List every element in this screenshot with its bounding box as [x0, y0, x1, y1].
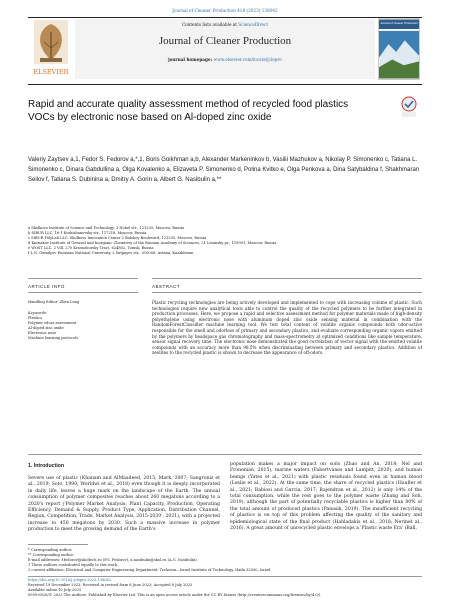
elsevier-logo: [30, 18, 72, 80]
footnote-rule: [28, 544, 88, 545]
article-info-panel: [28, 300, 138, 341]
sciencedirect-link[interactable]: ScienceDirect: [238, 22, 269, 27]
contents-prefix: Contents lists available at: [181, 22, 239, 27]
received-dates: Received 19 December 2022; Received in revised form 6 June 2023; Accepted 8 July 2023: [28, 583, 193, 587]
journal-reference[interactable]: Journal of Cleaner Production 418 (2023) 138042: [172, 8, 278, 13]
introduction-heading: 1. Introduction: [28, 463, 65, 469]
affiliation-c: c SIBUR PolyLab LLC, Skolkovo Innovation Center 2 Bolshoy Boulevard, 121205, Moscow, Russia: [28, 236, 207, 240]
article-title: Rapid and accurate quality assessment method of recycled food plastics VOCs by electronic nose based on Al-doped zinc oxide: [28, 99, 349, 123]
cover-title: Journal of Cleaner Production: [380, 20, 418, 25]
journal-cover-image[interactable]: [378, 18, 420, 80]
keyword-item: Al-doped zinc oxide: [28, 326, 64, 330]
affiliation-d: d Kurnakov Institute of General and Inorganic Chemistry of the Russian Academy of Sciences, 31 Leninsky pr., 119991, Moscow, Russia: [28, 241, 277, 245]
article-info-heading-rule: [28, 292, 138, 293]
footnote: * Corresponding author.: [28, 548, 73, 552]
footnotes: [28, 548, 422, 573]
keyword-item: Polymer odors assessment: [28, 321, 77, 325]
homepage-prefix: journal homepage:: [168, 57, 214, 62]
header-bottom-rule: [28, 84, 422, 85]
homepage-line: [75, 57, 375, 62]
article-info-heading: ARTICLE INFO: [28, 284, 65, 289]
keyword-item: Plastics: [28, 316, 43, 320]
abstract-body: Plastic recycling technologies are being actively developed and implemented to cope with increasing volume of plastic. Such technologies require new analytical tools able to control the quality of the recycled polymers to be further integrated in production processes. Here, we propose a rapid and selective assessment method for polymer materials made of high-density polyethylene using electronic nose with aluminum doped zinc oxide sensing material in combination with the RandomForestClassifier machine learning tool. We test total content of volatile organic compounds both odor-active responsible for the smell and odorless of primary and secondary plastics, and evaluate corresponding organic vapors emitted by the polymers by headspace gas chromatography and mass-spectrometry at optimized conditions like sample temperature, sensor signal recovery time. The electronic nose demonstrated the good correlation of vector signal with the emitted volatile compounds with an accuracy more than 98.5% when discriminating between primary and secondary plastics. Addition of zeolites to the recycled plastic is shown to decrease the appearance of off-odors.: [152, 300, 422, 356]
abstract-rule: [152, 278, 422, 279]
elsevier-wordmark: ELSEVIER: [33, 68, 69, 76]
homepage-link[interactable]: www.elsevier.com/locate/jclepro: [213, 57, 282, 62]
affiliation-e: e WOST LLC, 2 Vill. 270 Krasnoborsky Tract, 624802, Tomsk, Russia: [28, 246, 154, 250]
journal-header-box: [75, 19, 375, 79]
journal-title[interactable]: Journal of Cleaner Production: [158, 35, 292, 47]
handling-editor: Handling Editor: Zhen Leng: [28, 300, 80, 304]
keyword-item: Machine learning protocols: [28, 336, 79, 340]
keywords-label: Keywords:: [28, 311, 48, 315]
author-list: Valeriy Zaytsev a,1, Fedor S. Fedorov a,*,1, Boris Goikhman a,b, Alexander Markeninkov b, Vasilii Mazhukov a, Nikolay P. Simonenko c, Tatiana L. Simonenko c, Dinara Gabdullina a, Olga Kovalenko a, Elizaveta P. Simonenko d, Polina Kvitko e, Olga Penkova a, Dina Satybaldina f, Shakhmaran Seilov f, Tatiana S. Dubinina a, Dmitry A. Gorin a, Albert G. Nasibulin a,**: [28, 157, 420, 183]
footnote: 2 current affiliation: Electrical and Computer Engineering Department, Technion—Israel Institute of Technology, Haifa 32000, Israel.: [28, 568, 272, 572]
article-info-rule: [28, 278, 138, 279]
check-for-updates-icon[interactable]: [400, 96, 418, 118]
doi-link[interactable]: https://doi.org/10.1016/j.jclepro.2023.138042: [28, 578, 112, 582]
abstract-heading-rule: [152, 292, 422, 293]
doi-rule: [28, 576, 422, 577]
abstract-heading: ABSTRACT: [152, 284, 181, 289]
abstract-bottom-rule: [28, 454, 422, 455]
contents-line: [75, 22, 375, 27]
license-text[interactable]: 0959-6526/© 2023 The Authors. Published by Elsevier Ltd. This is an open access article under the CC BY license (http://creativecommons.org/licenses/by/4.0/).: [28, 593, 322, 597]
keyword-item: Electronic nose: [28, 331, 57, 335]
footnote: ** Corresponding author.: [28, 553, 74, 557]
introduction-column-1: Severe use of plastic (Khanam and AlMaadeed, 2015; Mark, 2007; Sangroniz et al., 2019; Soto, 1990; Worldwi et al., 2018) even though it is deeply incorporated in daily life, leaves a huge mark on the landscape of the Earth. The annual consumption of polymer composites reaches about 260 megatons according to a 2020's report ('Polymer Market Analysis: Plant Capacity, Production, Operating Efficiency, Demand & Supply, Product Type, Application, Distribution Channel, Region, Competition, Trade, Market Analysis, 2015-2030', 2021), with a projected increase to 450 megatons by 2030. Such a massive increase in polymer production to meet the growing demand of the Earth's: [28, 476, 220, 533]
affiliations: [28, 226, 422, 256]
footnote: 1 These authors contributed equally to this work.: [28, 563, 119, 567]
header-top-rule: [28, 17, 422, 18]
doi-block: [28, 578, 422, 598]
affiliation-b: b SIBUR LLC, 16-1 Krzhizhanovsky str., 117218, Moscow, Russia: [28, 231, 147, 235]
introduction-column-2: population makes a major impact on soils (Zhao and An, 2018; Nel and Froneman, 2015), marine waters (Fabertvanes and Lampitt, 2020), and human beings (Yates et al., 2021) with plastic residuals found even in human blood (Leslie et al., 2022). At the same time, the share of recycled plastics (Haufler et al., 2021; Rabiosi and Garcia, 2017; Rajendran et al., 2012) is only 14% of the total consumption, while the rest goes to the polymer waste (Zhang and Soh, 2019), although the part of potentially recyclable plastics is higher than 80% of the total amount of produced plastics (Panasik, 2019). The insufficient recycling of plastics is on top of this problem affecting the quality of the sanitary and epidemiological state of the final product (Hahladakis et al., 2018; Nerinet al., 2016). A great amount of unrecycled plastic envelops a 'Plastic waste Era' (Ball,: [230, 462, 422, 532]
footnote-email[interactable]: E-mail addresses: f.fedorov@skoltech.ru (F.S. Fedorov), a.nasibulin@skol.ru (A.G. Nasibulin).: [28, 558, 198, 562]
affiliation-f: f L.N. Gumilyov Eurasian National University, 2 Satpayev str., 010008, Astana, Kazakhstan: [28, 251, 194, 255]
affiliation-a: a Skolkovo Institute of Science and Technology, 3 Nobel str., 121205, Moscow, Russia: [28, 226, 185, 230]
available-online: Available online 10 July 2023: [28, 588, 82, 592]
